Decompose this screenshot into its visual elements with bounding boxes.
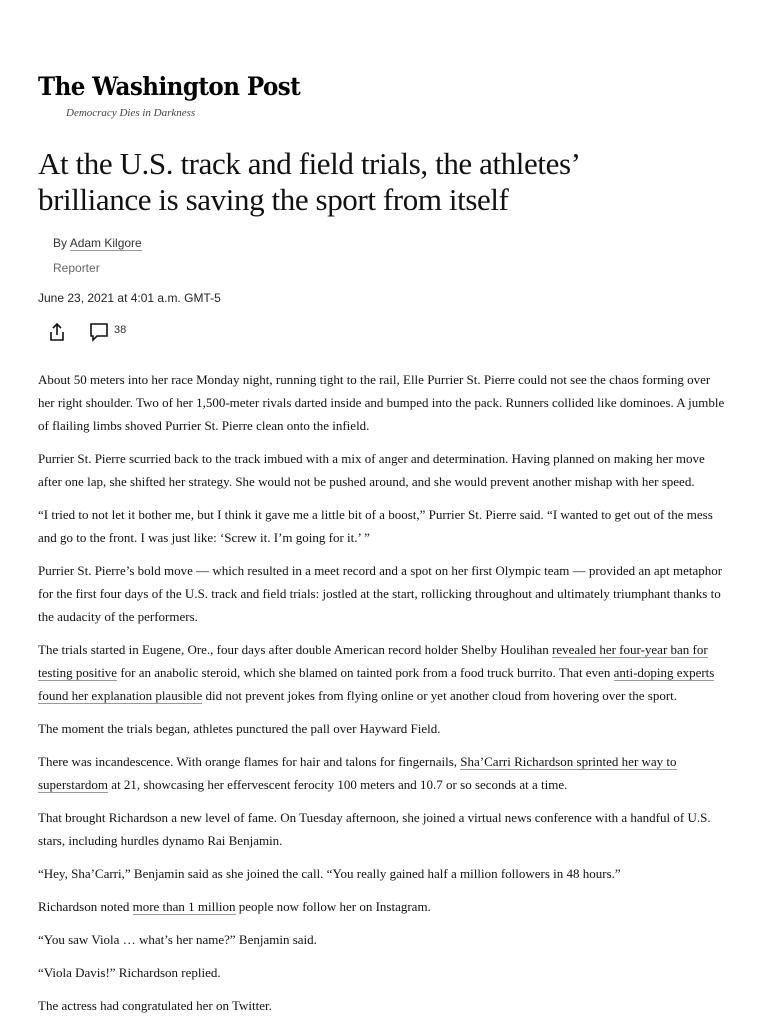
paragraph: “You saw Viola … what’s her name?” Benjamin said.: [38, 932, 317, 947]
paragraph: “Viola Davis!” Richardson replied.: [38, 965, 221, 980]
byline-prefix: By: [53, 236, 70, 250]
author-link[interactable]: Adam Kilgore: [69, 236, 142, 250]
paragraph: [38, 638, 730, 707]
paragraph-text: The trials started in Eugene, Ore., four days after double American record holder Shelby Houlihan: [38, 642, 553, 657]
paragraph: The actress had congratulated her on Twitter.: [38, 998, 272, 1013]
comment-count: 38: [114, 324, 127, 336]
paragraph: [38, 750, 730, 796]
masthead: [38, 72, 323, 119]
paragraph: Purrier St. Pierre scurried back to the track imbued with a mix of anger and determination. Having planned on making her move after one lap, she shifted her strategy. She would not be pushed around, and she would prevent another mishap with her speed.: [38, 451, 705, 489]
publish-date: June 23, 2021 at 4:01 a.m. GMT-5: [38, 291, 221, 305]
article-headline: At the U.S. track and field trials, the athletes’ brilliance is saving the sport from itself: [38, 146, 579, 217]
instagram-followers-link[interactable]: more than 1 million: [132, 899, 236, 914]
paragraph-text: at 21, showcasing her effervescent ferocity 100 meters and 10.7 or so seconds at a time.: [108, 777, 568, 792]
paragraph: “I tried to not let it bother me, but I think it gave me a little bit of a boost,” Purrier St. Pierre said. “I wanted to get out of the mess and go to the front. I was just like: ‘Screw it. I’m going for it.’ ”: [38, 507, 713, 545]
author-role: Reporter: [53, 261, 100, 275]
paragraph: Purrier St. Pierre’s bold move — which resulted in a meet record and a spot on her first Olympic team — provided an apt metaphor for the first four days of the U.S. track and field trials: jostled at the start, rollicking throughout and ultimately triumphant thanks to the audacity of the performers.: [38, 563, 723, 624]
anti-doping-experts-link[interactable]: anti-doping experts found her explanation plausible: [38, 665, 715, 703]
paragraph-text: Richardson noted: [38, 899, 133, 914]
paragraph: “Hey, Sha’Carri,” Benjamin said as she joined the call. “You really gained half a million followers in 48 hours.”: [38, 866, 621, 881]
richardson-superstardom-link[interactable]: Sha’Carri Richardson sprinted her way to superstardom: [38, 754, 677, 792]
paragraph-text: for an anabolic steroid, which she blamed on tainted pork from a food truck burrito. That even: [117, 665, 614, 680]
comment-icon: [89, 322, 109, 342]
byline: [53, 236, 142, 250]
paragraph: That brought Richardson a new level of fame. On Tuesday afternoon, she joined a virtual news conference with a handful of U.S. stars, including hurdles dynamo Rai Benjamin.: [38, 810, 711, 848]
paragraph-text: There was incandescence. With orange flames for hair and talons for fingernails,: [38, 754, 461, 769]
comments-button[interactable]: [89, 322, 126, 344]
tagline: Democracy Dies in Darkness: [66, 107, 196, 119]
paragraph: About 50 meters into her race Monday night, running tight to the rail, Elle Purrier St. Pierre could not see the chaos forming over her right shoulder. Two of her 1,500-meter rivals darted inside and bumped into the pack. Runners collided like dominoes. A jumble of flailing limbs shoved Purrier St. Pierre clean onto the infield.: [38, 372, 725, 433]
article-body: [38, 368, 730, 1027]
paragraph-text: did not prevent jokes from flying online or yet another cloud from hovering over the sport.: [202, 688, 678, 703]
paragraph: [38, 895, 730, 918]
share-icon: [46, 321, 68, 343]
washington-post-logo[interactable]: The Washington Post: [38, 72, 301, 101]
paragraph: The moment the trials began, athletes punctured the pall over Hayward Field.: [38, 721, 441, 736]
paragraph-text: people now follow her on Instagram.: [235, 899, 431, 914]
share-button[interactable]: [46, 321, 68, 343]
houlihan-ban-link[interactable]: revealed her four-year ban for testing positive: [38, 642, 708, 680]
